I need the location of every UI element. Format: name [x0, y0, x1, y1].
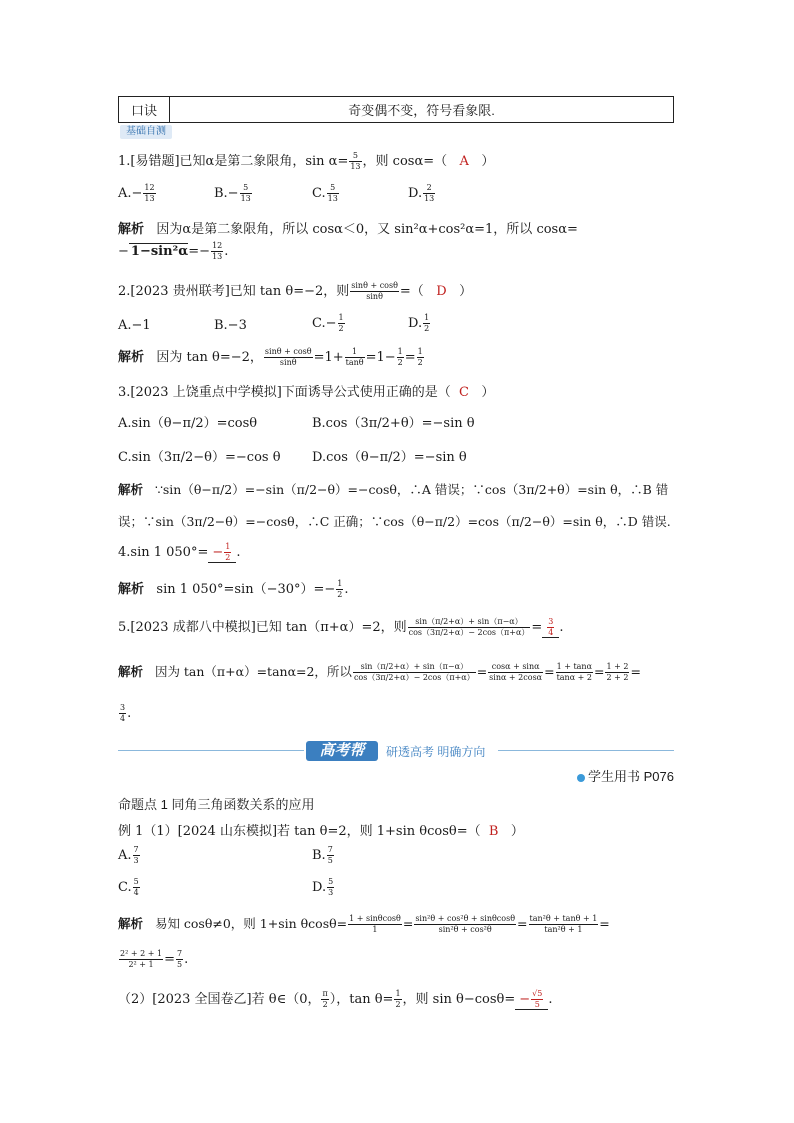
q3-stem: 3.[2023 上饶重点中学模拟]下面诱导公式使用正确的是（ C ） — [118, 385, 495, 400]
book-reference: 学生用书 P076 — [577, 766, 674, 785]
q1-solution: 解析 因为α是第二象限角，所以 cosα＜0，又 sin²α+cos²α=1，所以 cosα= — [118, 222, 578, 237]
q3-option-d: D.cos（θ−π/2）=−sin θ — [312, 450, 467, 465]
q5-solution-cont: $\frac{3}{4}$ . — [120, 703, 132, 723]
table-content-cell: 奇变偶不变，符号看象限. — [348, 103, 495, 118]
mnemonic-table — [118, 96, 674, 123]
q2-stem: 2.[2023 贵州联考]已知 tan θ=−2，则 $\frac{\sin\theta + \cos\theta}{\sin\theta}$ =（ D ） — [118, 281, 473, 301]
q2-option-b: B.−3 — [214, 318, 247, 333]
ex1-solution-cont: $\frac{\text{2² + 2 + 1}}{\text{2² + 1}}$ = $\frac{7}{5}$ . — [120, 949, 189, 969]
q5-answer: $\frac{3}{4}$ — [542, 618, 559, 638]
q3-solution-cont: 误；∵sin（3π/2−θ）=−cosθ，∴C 正确；∵cos（θ−π/2）=cos（π/2−θ）=sin θ，∴D 错误. — [118, 514, 671, 529]
table-header-cell: 口诀 — [119, 97, 170, 122]
q5-stem: 5.[2023 成都八中模拟]已知 tan（π+α）=2，则 $\frac{\sin(\pi/2+\alpha)+ \sin(\pi-\alpha)}{\cos(3\pi/2+\alpha)- 2\cos(\pi+\alpha)}$ = $\frac{3}{4}$ . — [118, 617, 564, 637]
q2-option-a: A.−1 — [118, 318, 151, 333]
section-tag: 基础自测 — [120, 125, 172, 139]
q1-option-d: D. $\frac{2}{13}$ — [408, 183, 435, 203]
ex1-part2: （2）[2023 全国卷乙]若 θ∈（0， $\frac{\pi}{2}$ ），tan θ= $\frac{1}{2}$ ，则 sin θ−cosθ= − $\frac{√5}{5}$ . — [118, 989, 553, 1009]
banner-title: 高考帮 — [306, 741, 378, 761]
q1-option-b: B.− $\frac{5}{13}$ — [214, 183, 251, 203]
q2-option-c: C.− $\frac{1}{2}$ — [312, 313, 344, 333]
bullet-icon — [577, 774, 585, 782]
banner-divider-right — [498, 750, 674, 751]
q3-option-c: C.sin（3π/2−θ）=−cos θ — [118, 450, 281, 465]
banner-subtitle: 研透高考 明确方向 — [386, 745, 486, 759]
ex1-solution: 解析 易知 cosθ≠0，则 1+sin θcosθ= $\frac{1 + \sin\theta\cos\theta}{1}$ = $\frac{\text{sin²θ + cos²θ + sinθcosθ}}{\text{sin²θ + cos²θ}}$ = $\frac{\text{tan²θ + tanθ + 1}}{\text{tan²θ + 1}}$ = — [118, 914, 610, 934]
q4-answer: − $\frac{1}{2}$ — [208, 543, 236, 563]
q2-answer: D — [436, 284, 447, 299]
q2-solution: 解析 因为 tan θ=−2， $\frac{\sin\theta + \cos\theta}{\sin\theta}$ =1+ $\frac{1}{\tan\theta}$ =1− $\frac{1}{2}$ = $\frac{1}{2}$ — [118, 347, 423, 367]
q1-option-c: C. $\frac{5}{13}$ — [312, 183, 338, 203]
ex1-stem: 例 1（1）[2024 山东模拟]若 tan θ=2，则 1+sin θcosθ=（ B ） — [118, 824, 524, 839]
q1-solution-cont: − 1−sin²α=− $\frac{12}{13}$ . — [118, 241, 229, 261]
q4-stem: 4.sin 1 050°= − $\frac{1}{2}$ . — [118, 542, 241, 562]
ex1-option-a: A. $\frac{7}{3}$ — [118, 845, 139, 865]
banner-divider-left — [118, 750, 304, 751]
q1-answer: A — [459, 154, 469, 169]
q3-option-a: A.sin（θ−π/2）=cosθ — [118, 416, 258, 431]
ex1-answer: B — [488, 824, 499, 839]
ex1-part2-answer: − $\frac{√5}{5}$ — [515, 990, 548, 1010]
q3-option-b: B.cos（3π/2+θ）=−sin θ — [312, 416, 475, 431]
ex1-option-b: B. $\frac{7}{5}$ — [312, 845, 333, 865]
q5-solution: 解析 因为 tan（π+α）=tanα=2，所以 $\frac{\sin(\pi/2+\alpha)+ \sin(\pi-\alpha)}{\cos(3\pi/2+\alpha)- 2\cos(\pi+\alpha)}$ = $\frac{\cos\alpha + \sin\alpha}{\sin\alpha + 2\cos\alpha}$ = $\frac{1 + \tan\alpha}{\tan\alpha + 2}$ = $\frac{1 + 2}{2 + 2}$ = — [118, 662, 641, 682]
q1-option-a: A.− $\frac{12}{13}$ — [118, 183, 155, 203]
ex1-option-c: C. $\frac{5}{4}$ — [118, 877, 139, 897]
topic-heading: 命题点 1 同角三角函数关系的应用 — [118, 797, 315, 812]
q4-solution: 解析 sin 1 050°=sin（−30°）=− $\frac{1}{2}$ . — [118, 579, 349, 599]
ex1-option-d: D. $\frac{5}{3}$ — [312, 877, 334, 897]
q1-stem: 1.[易错题]已知α是第二象限角，sin α= $\frac{5}{13}$ ，则 cosα=（ A ） — [118, 151, 495, 171]
q3-solution: 解析 ∵sin（θ−π/2）=−sin（π/2−θ）=−cosθ，∴A 错误；∵cos（3π/2+θ）=sin θ，∴B 错 — [118, 482, 669, 497]
q3-answer: C — [459, 385, 469, 400]
q2-option-d: D. $\frac{1}{2}$ — [408, 313, 430, 333]
